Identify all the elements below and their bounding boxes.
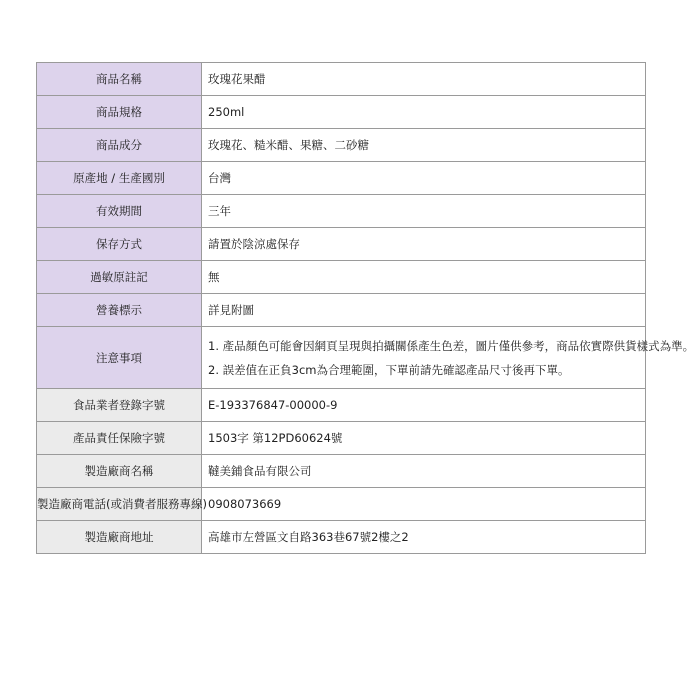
spec-label: 商品名稱 bbox=[37, 63, 202, 96]
spec-label: 保存方式 bbox=[37, 228, 202, 261]
spec-value: 請置於陰涼處保存 bbox=[202, 228, 646, 261]
spec-value: 高雄市左營區文自路363巷67號2樓之2 bbox=[202, 521, 646, 554]
spec-label: 商品成分 bbox=[37, 129, 202, 162]
spec-value: 台灣 bbox=[202, 162, 646, 195]
spec-label: 商品規格 bbox=[37, 96, 202, 129]
spec-row-product-name bbox=[37, 63, 646, 96]
spec-label: 製造廠商名稱 bbox=[37, 455, 202, 488]
spec-label: 營養標示 bbox=[37, 294, 202, 327]
spec-value: 韃美鋪食品有限公司 bbox=[202, 455, 646, 488]
spec-row-manufacturer-name bbox=[37, 455, 646, 488]
product-spec-table bbox=[36, 62, 695, 554]
spec-row-manufacturer-phone bbox=[37, 488, 646, 521]
spec-value-notes bbox=[202, 327, 695, 389]
spec-value: 玫瑰花、糙米醋、果糖、二砂糖 bbox=[202, 129, 646, 162]
spec-row-shelf-life bbox=[37, 195, 646, 228]
spec-row-product-size bbox=[37, 96, 646, 129]
spec-value: 250ml bbox=[202, 96, 646, 129]
spec-value: 三年 bbox=[202, 195, 646, 228]
spec-row-manufacturer-address bbox=[37, 521, 646, 554]
note-line: 2. 誤差值在正負3cm為合理範圍，下單前請先確認產品尺寸後再下單。 bbox=[208, 362, 570, 377]
spec-value: 1503字 第12PD60624號 bbox=[202, 422, 646, 455]
spec-value: 0908073669 bbox=[202, 488, 646, 521]
spec-row-allergen bbox=[37, 261, 646, 294]
spec-label: 製造廠商地址 bbox=[37, 521, 202, 554]
spec-row-nutrition bbox=[37, 294, 646, 327]
spec-row-origin bbox=[37, 162, 646, 195]
spec-value: 詳見附圖 bbox=[202, 294, 646, 327]
spec-value: 無 bbox=[202, 261, 646, 294]
spec-label: 食品業者登錄字號 bbox=[37, 389, 202, 422]
spec-label: 有效期間 bbox=[37, 195, 202, 228]
spec-row-notes bbox=[37, 327, 646, 389]
spec-label: 製造廠商電話(或消費者服務專線) bbox=[37, 488, 202, 521]
note-line: 1. 產品顏色可能會因網頁呈現與拍攝關係產生色差，圖片僅供參考，商品依實際供貨樣式為準。 bbox=[208, 338, 695, 353]
spec-label: 過敏原註記 bbox=[37, 261, 202, 294]
spec-row-storage bbox=[37, 228, 646, 261]
spec-value: E-193376847-00000-9 bbox=[202, 389, 646, 422]
spec-row-insurance bbox=[37, 422, 646, 455]
spec-row-food-registration bbox=[37, 389, 646, 422]
spec-label: 原產地 / 生產國別 bbox=[37, 162, 202, 195]
spec-label: 注意事項 bbox=[37, 327, 202, 389]
spec-label: 產品責任保險字號 bbox=[37, 422, 202, 455]
spec-value: 玫瑰花果醋 bbox=[202, 63, 646, 96]
spec-row-ingredients bbox=[37, 129, 646, 162]
